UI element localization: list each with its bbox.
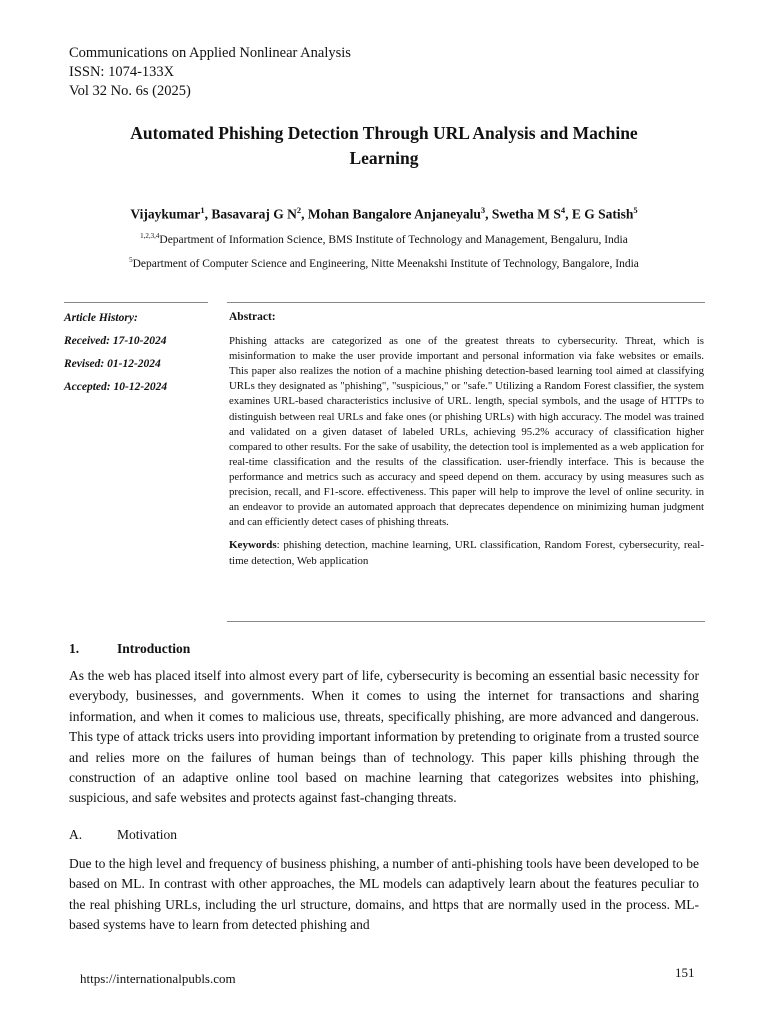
section-heading-introduction [69,641,190,657]
section-title: Introduction [117,641,191,656]
paper-title-line-2: Learning [349,148,419,168]
author-name: Basavaraj G N [211,206,297,222]
keywords [229,538,704,569]
section-number: 1. [69,641,80,656]
paper-title-line-1: Automated Phishing Detection Through URL Analysis and Machine [130,123,638,143]
affiliation-2 [40,256,728,270]
author-list: Vijaykumar$^1$, Basavaraj G $N^2$, Mohan Bangalore Anjaneyalu$^3$, Swetha M $S^4$, E G Satish$^5$ [130,205,638,222]
author-sup: 5 [633,205,638,215]
abstract-block [229,310,704,569]
author-name: Mohan Bangalore Anjaneyalu [307,206,481,222]
history-revised: Revised: 01-12-2024 [64,358,161,370]
paper-title [60,121,708,171]
history-received: Received: 17-10-2024 [64,335,167,347]
affiliation-1 [40,232,728,246]
author-name: Vijaykumar [130,206,201,222]
keywords-text: : phishing detection, machine learning, URL classification, Random Forest, cybersecurity, real-time detection, Web application [229,539,704,567]
author-name: Swetha M S [491,206,561,222]
history-label: Article History: [64,312,138,324]
journal-volume: Vol 32 No. 6s (2025) [69,83,191,99]
author-sup: 1 [200,205,205,215]
article-history [64,310,167,402]
keywords-label: Keywords [229,539,277,552]
abstract-bottom-divider [227,621,705,622]
history-divider [64,302,208,303]
affiliation-sup: 5 [129,256,133,264]
abstract-heading: Abstract: [229,311,276,323]
author-sup: 2 [296,205,302,215]
abstract-text: Phishing attacks are categorized as one of the greatest threats to cybersecurity. Threat, which is misinformation to make the user provide important and personal information via fake websites or emails. This paper also realizes the notion of a machine phishing detection-based learning tool aimed at classifying URLs they designated as "phishing", "suspicious," or "safe." Utilizing a Random Forest classifier, the system examines URL-based characteristics inclusive of URL. length, special symbols, and the usage of HTTPs to distinguish between real URLs and fake ones (or phishing URLs) with high accuracy. The model was trained and validated on a given dataset of labeled URLs, achieving 95.2% accuracy of classification higher compared to other results. For the sake of usability, the detection tool is implemented as a web application for real-time classification and the results of the classification. user-friendly interface. This is because the performance and metrics such as accuracy and speed depend on them. accuracy by using measures such as precision, recall, and F1-score. effectiveness. This paper will help to improve the level of online security. in an endeavor to provide an automated approach that deprecates dependence on minimizing human judgment and can efficiently detect cases of phishing threats. [229,335,704,529]
subsection-number: A. [69,827,83,842]
affiliation-text: Department of Computer Science and Engineering, Nitte Meenakshi Institute of Technology, Bangalore, India [132,257,639,270]
abstract-top-divider [227,302,705,303]
motivation-paragraph: Due to the high level and frequency of business phishing, a number of anti-phishing tools have been developed to be based on ML. In contrast with other approaches, the ML models can adaptively learn about the features peculiar to the real phishing URLs, including the url structure, domains, and https that are normally used in the process. ML-based systems have to learn from detected phishing and [69,856,699,933]
journal-header [69,44,351,101]
introduction-paragraph: As the web has placed itself into almost every part of life, cybersecurity is becoming an essential basic necessity for everybody, businesses, and governments. When it comes to using the internet for transactions and sharing information, and when it comes to malicious use, threats, specifically phishing, are more advanced and dangerous. This type of attack tricks users into providing important information by pretending to originate from a trusted source and relies more on the failures of human beings than of technology. This paper kills phishing through the construction of an adaptive online tool based on machine learning that categorizes websites into phishing, suspicious, and safe websites and protects against fast-changing threats. [69,668,699,806]
author-name: E G Satish [571,206,634,222]
subsection-title: Motivation [117,827,177,842]
subsection-heading-motivation [69,827,177,843]
page-number: 151 [675,965,695,980]
history-accepted: Accepted: 10-12-2024 [64,381,168,393]
affiliation-sup: 1,2,3,4 [140,232,160,240]
journal-issn: ISSN: 1074-133X [69,64,175,80]
footer-url: https://internationalpubls.com [80,971,236,986]
author-sup: 3 [480,205,486,215]
journal-name: Communications on Applied Nonlinear Analysis [69,45,351,61]
author-sup: 4 [560,205,566,215]
affiliation-text: Department of Information Science, BMS Institute of Technology and Management, Bengaluru, India [159,233,628,246]
